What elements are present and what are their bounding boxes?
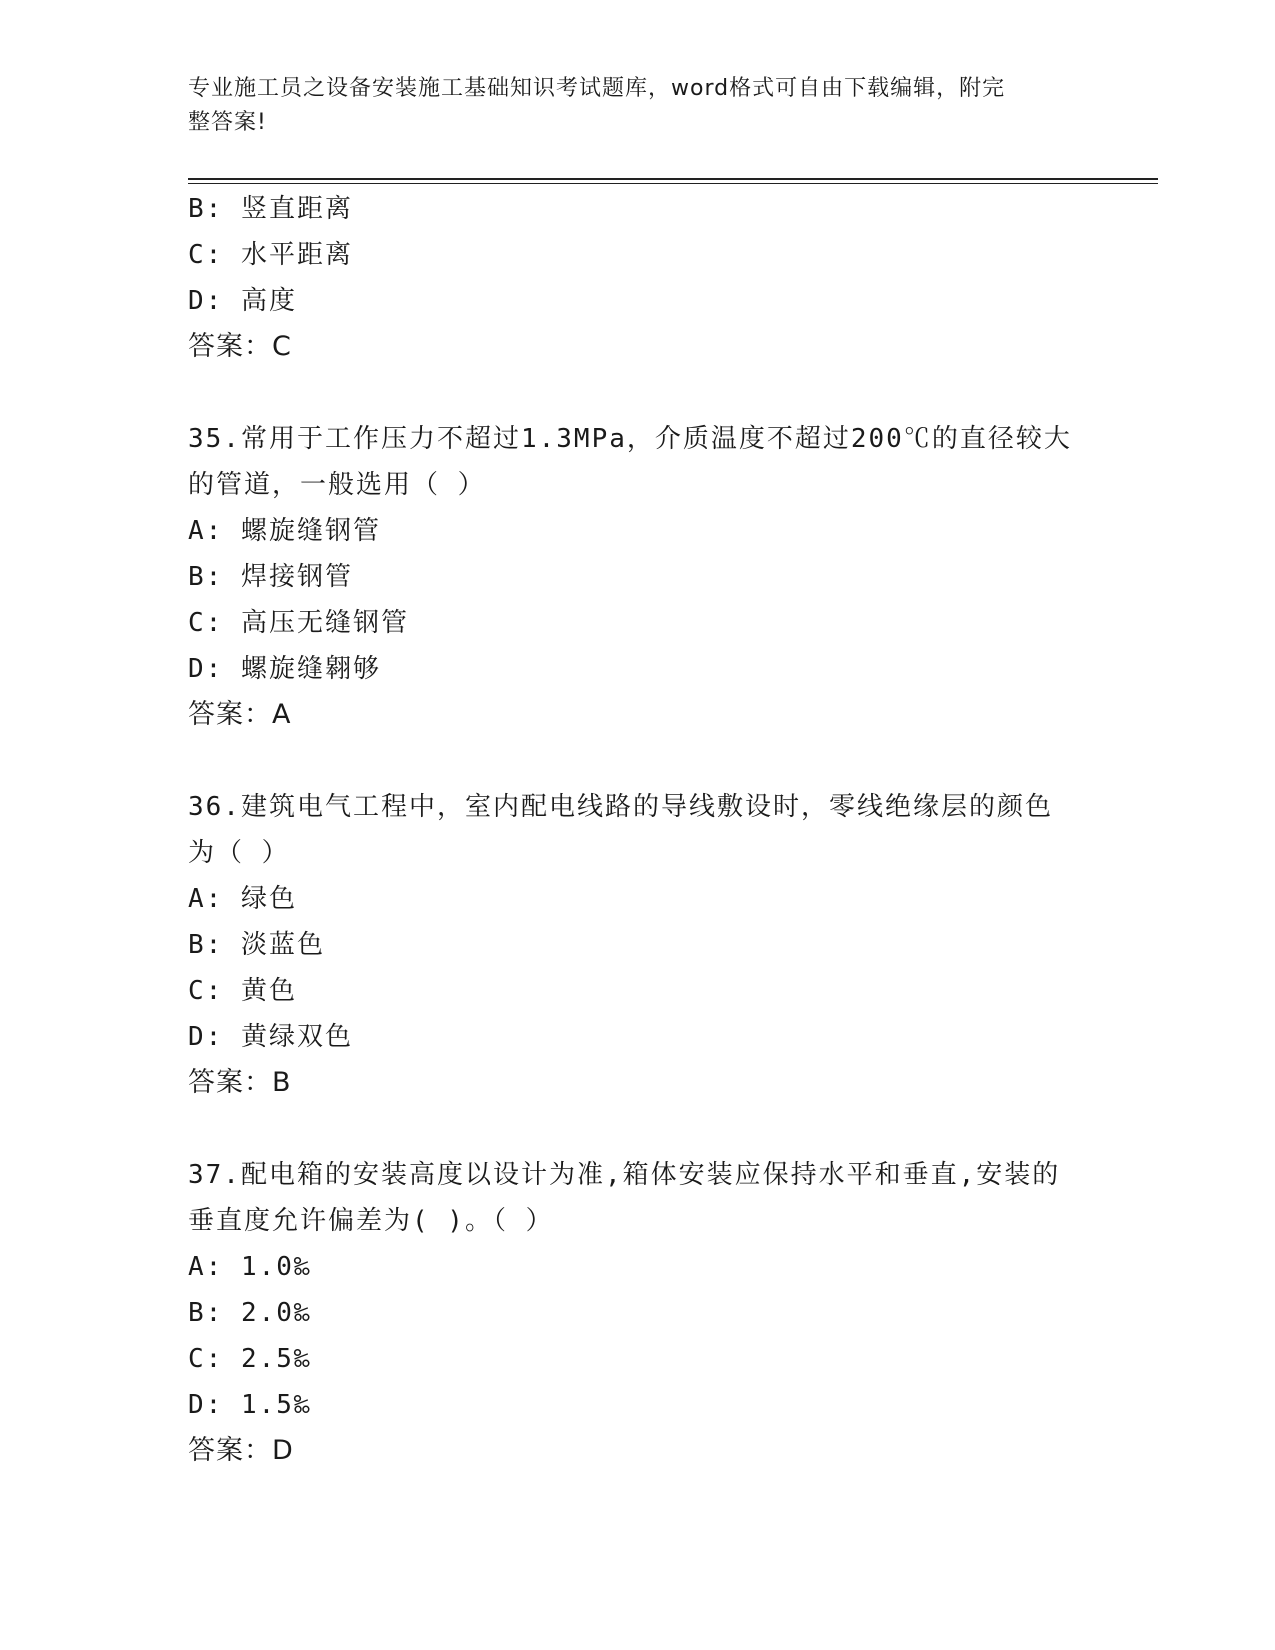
option-item <box>188 600 1088 646</box>
option-item <box>188 922 1088 968</box>
option-key: A: <box>188 884 224 914</box>
option-text: 竖直距离 <box>240 194 353 224</box>
option-text: 焊接钢管 <box>240 562 353 592</box>
answer-line: 答案：D <box>188 1435 294 1466</box>
option-text: 2.0‰ <box>240 1298 312 1328</box>
option-item <box>188 1014 1088 1060</box>
option-key: C: <box>188 1344 224 1374</box>
option-key: B: <box>188 1298 224 1328</box>
option-item <box>188 554 1088 600</box>
option-item <box>188 1336 1088 1382</box>
spacer <box>188 738 1088 784</box>
option-text: 绿色 <box>240 884 297 914</box>
option-text: 高度 <box>240 286 297 316</box>
answer-line: 答案：A <box>188 699 292 730</box>
header-line-2: 整答案! <box>188 110 267 135</box>
option-item <box>188 232 1088 278</box>
question-text-line: 36.建筑电气工程中，室内配电线路的导线敷设时，零线绝缘层的颜色 <box>188 792 1053 822</box>
option-text: 黄绿双色 <box>240 1022 353 1052</box>
option-key: D: <box>188 654 224 684</box>
document-header <box>188 72 1068 140</box>
option-key: C: <box>188 976 224 1006</box>
option-key: B: <box>188 562 224 592</box>
option-text: 2.5‰ <box>240 1344 312 1374</box>
option-text: 水平距离 <box>240 240 353 270</box>
question-text-line: 为（ ） <box>188 838 290 868</box>
option-key: D: <box>188 286 224 316</box>
option-item <box>188 876 1088 922</box>
option-text: 高压无缝钢管 <box>240 608 409 638</box>
header-divider-thin <box>188 183 1158 184</box>
option-item <box>188 1382 1088 1428</box>
question-text-line: 37.配电箱的安装高度以设计为准,箱体安装应保持水平和垂直,安装的 <box>188 1160 1061 1190</box>
option-text: 1.0‰ <box>240 1252 312 1282</box>
option-key: C: <box>188 240 224 270</box>
header-line-1: 专业施工员之设备安装施工基础知识考试题库，word格式可自由下载编辑，附完 <box>188 76 1006 101</box>
option-text: 黄色 <box>240 976 297 1006</box>
option-text: 螺旋缝翱够 <box>240 654 381 684</box>
option-item <box>188 508 1088 554</box>
option-key: C: <box>188 608 224 638</box>
option-key: D: <box>188 1022 224 1052</box>
option-item <box>188 1244 1088 1290</box>
header-divider-thick <box>188 178 1158 180</box>
option-key: D: <box>188 1390 224 1420</box>
option-item <box>188 646 1088 692</box>
option-text: 螺旋缝钢管 <box>240 516 381 546</box>
question-text-line: 的管道，一般选用（ ） <box>188 470 486 500</box>
spacer <box>188 1106 1088 1152</box>
question-text-line: 垂直度允许偏差为( )。（ ） <box>188 1206 554 1236</box>
option-text: 淡蓝色 <box>240 930 325 960</box>
option-key: A: <box>188 1252 224 1282</box>
option-key: B: <box>188 194 224 224</box>
answer-line: 答案：C <box>188 331 292 362</box>
option-item <box>188 1290 1088 1336</box>
option-text: 1.5‰ <box>240 1390 312 1420</box>
spacer <box>188 370 1088 416</box>
option-key: B: <box>188 930 224 960</box>
question-content <box>188 186 1088 1474</box>
option-item <box>188 186 1088 232</box>
option-item <box>188 278 1088 324</box>
option-item <box>188 968 1088 1014</box>
question-text-line: 35.常用于工作压力不超过1.3MPa，介质温度不超过200℃的直径较大 <box>188 424 1072 454</box>
option-key: A: <box>188 516 224 546</box>
answer-line: 答案：B <box>188 1067 292 1098</box>
